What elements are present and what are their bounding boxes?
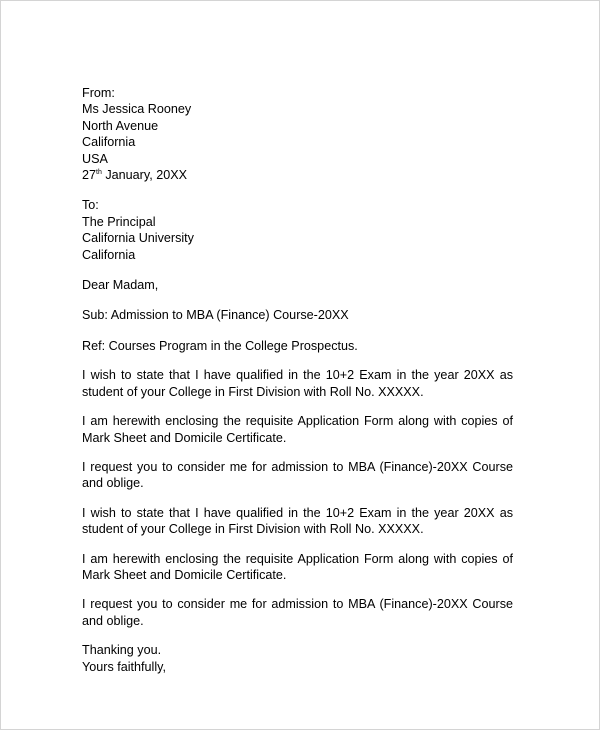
closing xyxy=(82,642,513,675)
from-label: From: xyxy=(82,86,115,100)
recipient-address xyxy=(82,197,513,263)
date-rest: January, 20XX xyxy=(101,168,188,183)
body-paragraph: I request you to consider me for admission to MBA (Finance)-20XX Course and oblige. xyxy=(82,459,513,491)
closing-signoff: Yours faithfully, xyxy=(82,659,167,674)
closing-thanks: Thanking you. xyxy=(82,643,162,658)
subject-line: Sub: Admission to MBA (Finance) Course-20XX xyxy=(82,308,349,323)
sender-street: North Avenue xyxy=(82,118,159,133)
recipient-state: California xyxy=(82,247,136,262)
body-paragraph: I request you to consider me for admission to MBA (Finance)-20XX Course and oblige. xyxy=(82,597,513,628)
date-day: 27 xyxy=(82,168,97,183)
recipient-institution: California University xyxy=(82,231,194,246)
sender-name: Ms Jessica Rooney xyxy=(82,102,192,117)
body-paragraph: I wish to state that I have qualified in the 10+2 Exam in the year 20XX as student of your College in First Division with Roll No. XXXXX. xyxy=(82,505,513,537)
sender-country: USA xyxy=(82,151,108,166)
salutation: Dear Madam, xyxy=(82,278,159,293)
body-paragraph: I am herewith enclosing the requisite Application Form along with copies of Mark Sheet and Domicile Certificate. xyxy=(82,551,513,582)
sender-state: California xyxy=(82,135,136,150)
recipient-title: The Principal xyxy=(82,214,156,229)
letter-body xyxy=(82,85,513,675)
reference-line: Ref: Courses Program in the College Prospectus. xyxy=(82,338,358,353)
body-paragraph: I wish to state that I have qualified in the 10+2 Exam in the year 20XX as student of your College in First Division with Roll No. XXXXX. xyxy=(82,368,513,399)
sender-address xyxy=(82,85,513,183)
letter-date xyxy=(82,167,513,183)
date-ordinal-suffix: th xyxy=(96,169,102,177)
body-paragraph: I am herewith enclosing the requisite Application Form along with copies of Mark Sheet and Domicile Certificate. xyxy=(82,414,513,445)
to-label: To: xyxy=(82,198,99,213)
